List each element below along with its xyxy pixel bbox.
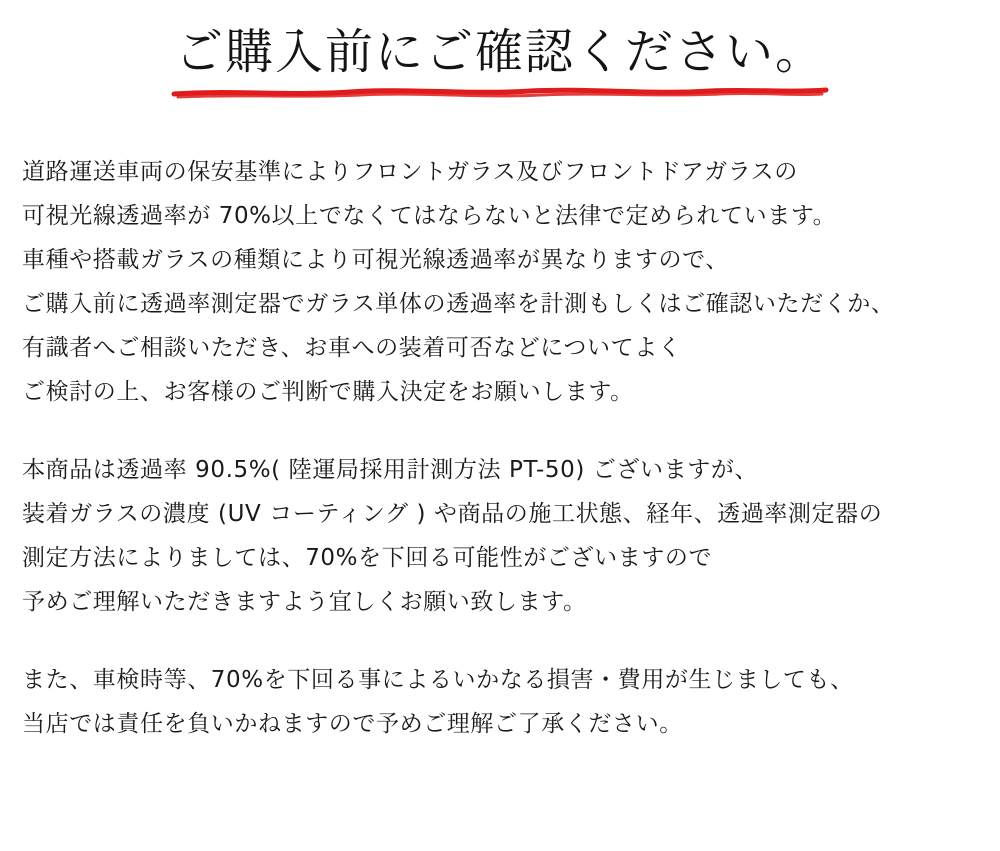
text-line: 可視光線透過率が 70%以上でなくてはならないと法律で定められています。 [22, 203, 837, 229]
page-title: ご購入前にご確認ください。 [174, 24, 825, 80]
text-line: 本商品は透過率 90.5%( 陸運局採用計測方法 PT-50) ございますが、 [22, 457, 759, 483]
text-line: ご検討の上、お客様のご判断で購入決定をお願いします。 [22, 379, 634, 405]
paragraph-product-spec-notice [22, 448, 972, 624]
text-line: ご購入前に透過率測定器でガラス単体の透過率を計測もしくはご確認いただくか、 [22, 291, 895, 317]
text-line: 測定方法によりましては、70%を下回る可能性がございますので [22, 545, 713, 571]
text-line: 予めご理解いただきますよう宜しくお願い致します。 [22, 589, 587, 615]
text-line: 有識者へご相談いただき、お車への装着可否などについてよく [22, 335, 682, 361]
heading-block [0, 26, 1000, 103]
title-underline [0, 85, 1000, 103]
red-hand-drawn-underline-icon [170, 85, 830, 101]
text-line: 道路運送車両の保安基準によりフロントガラス及びフロントドアガラスの [22, 159, 798, 185]
text-line: 車種や搭載ガラスの種類により可視光線透過率が異なりますので、 [22, 247, 729, 273]
text-line: 装着ガラスの濃度 (UV コーティング ) や商品の施工状態、経年、透過率測定器の [22, 501, 883, 527]
paragraph-legal-notice [22, 150, 972, 414]
body-text [22, 150, 972, 746]
paragraph-liability-notice [22, 658, 972, 746]
text-line: また、車検時等、70%を下回る事によるいかなる損害・費用が生じましても、 [22, 667, 854, 693]
text-line: 当店では責任を負いかねますので予めご理解ご了承ください。 [22, 711, 683, 737]
